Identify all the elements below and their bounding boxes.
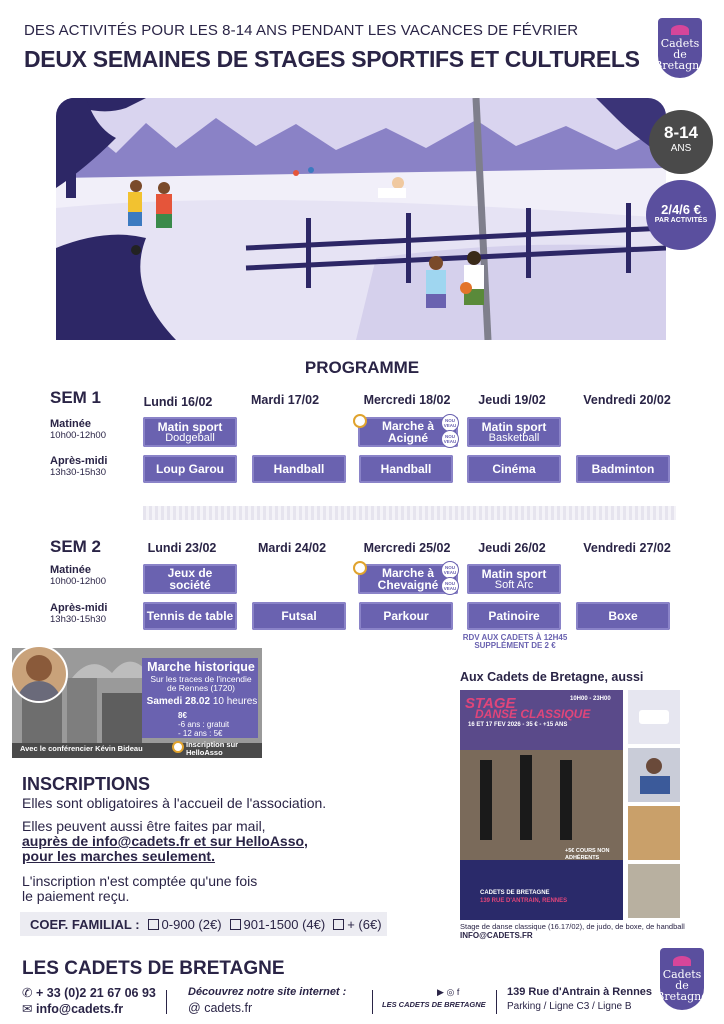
poster-time: 10H00 - 23H00 bbox=[570, 696, 611, 702]
week1-fri-afternoon bbox=[576, 455, 670, 483]
handball-photo-2 bbox=[628, 864, 680, 918]
poster-addr2: 139 RUE D'ANTRAIN, RENNES bbox=[480, 898, 568, 904]
social-label: LES CADETS DE BRETAGNE bbox=[382, 1000, 486, 1009]
coef3-label: + (6€) bbox=[347, 916, 382, 932]
logo-line3: Bretagne bbox=[656, 990, 708, 1003]
week2-thu-afternoon bbox=[467, 602, 561, 630]
age-value: 8-14 bbox=[663, 123, 699, 142]
week2-afternoon-label bbox=[50, 602, 107, 626]
morning-hours: 10h00-12h00 bbox=[50, 430, 106, 441]
logo-line1: Cadets bbox=[662, 968, 702, 981]
inscriptions-p2b[interactable]: auprès de info@cadets.fr et sur HelloAsso, bbox=[22, 833, 308, 849]
activity-title: Boxe bbox=[608, 609, 638, 623]
new-badge: NOU VEAU bbox=[441, 561, 459, 579]
price-value: 2/4/6 € bbox=[661, 202, 701, 217]
new-badge-2: NOU VEAU bbox=[441, 577, 459, 595]
cadets-logo-footer bbox=[656, 948, 708, 1010]
at-icon: @ bbox=[188, 1001, 201, 1015]
coef1-label: 0-900 (2€) bbox=[161, 916, 222, 932]
note-line2: SUPPLÉMENT DE 2 € bbox=[474, 641, 556, 650]
fleur-icon bbox=[673, 956, 691, 966]
footer-address: 139 Rue d'Antrain à Rennes bbox=[507, 986, 653, 998]
week2-fri-afternoon bbox=[576, 602, 670, 630]
activity-title: Futsal bbox=[281, 609, 317, 623]
week1-day-4: Jeudi 19/02 bbox=[478, 393, 546, 407]
activity-title: Badminton bbox=[591, 462, 655, 476]
week1-mon-morning bbox=[143, 417, 237, 447]
winter-sports-scene bbox=[56, 98, 666, 340]
coef-familial bbox=[20, 912, 387, 936]
week2-wed-afternoon bbox=[359, 602, 453, 630]
social-icons[interactable] bbox=[437, 987, 459, 998]
week2-day-5: Vendredi 27/02 bbox=[583, 541, 671, 555]
activity-title: Marche à Chevaigné bbox=[377, 566, 439, 592]
poster-places: +5€ COURS NON ADHÉRENTS bbox=[565, 848, 610, 861]
poster-title-2: DANSE CLASSIQUE bbox=[475, 707, 591, 721]
week-separator bbox=[143, 506, 676, 520]
coef1-checkbox[interactable] bbox=[148, 919, 159, 930]
coef2-checkbox[interactable] bbox=[230, 919, 241, 930]
logo-line1: Cadets bbox=[660, 37, 700, 50]
boxe-photo bbox=[628, 748, 680, 802]
marche-price: 8€ bbox=[178, 711, 187, 720]
activity-title: Tennis de table bbox=[146, 609, 234, 623]
site-url: cadets.fr bbox=[204, 1001, 253, 1015]
activity-title: Matin sport bbox=[481, 566, 547, 581]
week1-day-3: Mercredi 18/02 bbox=[363, 393, 451, 407]
facebook-icon[interactable]: f bbox=[456, 987, 460, 997]
coef2-label: 901-1500 (4€) bbox=[243, 916, 326, 932]
marche-price-line1: -6 ans : gratuit bbox=[178, 720, 230, 729]
inscriptions-p1: Elles sont obligatoires à l'accueil de l'association. bbox=[22, 795, 327, 811]
price-badge bbox=[646, 180, 716, 250]
youtube-icon[interactable]: ▶ bbox=[437, 987, 444, 997]
footer-site-label: Découvrez notre site internet : bbox=[188, 986, 347, 998]
week2-day-4: Jeudi 26/02 bbox=[478, 541, 546, 555]
new-badge-2: NOU VEAU bbox=[441, 430, 459, 448]
helloasso-icon bbox=[172, 741, 184, 753]
phone-icon: ✆ bbox=[22, 986, 33, 1000]
coef3-checkbox[interactable] bbox=[333, 919, 344, 930]
activity-title: Cinéma bbox=[492, 462, 536, 476]
logo-line3: Bretagne bbox=[654, 59, 706, 72]
week1-day-5: Vendredi 20/02 bbox=[583, 393, 671, 407]
price-unit: PAR ACTIVITÉS bbox=[654, 217, 708, 224]
email-address: info@cadets.fr bbox=[35, 1002, 124, 1016]
afternoon-hours: 13h30-15h30 bbox=[50, 614, 106, 625]
week1-afternoon-label bbox=[50, 455, 107, 479]
morning-hours: 10h00-12h00 bbox=[50, 576, 106, 587]
afternoon-hours: 13h30-15h30 bbox=[50, 467, 106, 478]
activity-title: Matin sport bbox=[481, 419, 547, 434]
week2-morning-label bbox=[50, 564, 106, 588]
handball-photo-1 bbox=[628, 806, 680, 860]
aussi-caption bbox=[460, 922, 685, 940]
week2-tue-afternoon bbox=[252, 602, 346, 630]
new-badge: NOU VEAU bbox=[441, 414, 459, 432]
week1-day-1: Lundi 16/02 bbox=[143, 395, 213, 409]
footer-title: LES CADETS DE BRETAGNE bbox=[22, 958, 285, 979]
age-badge bbox=[649, 110, 713, 174]
activity-title: Patinoire bbox=[488, 609, 540, 623]
footer-site[interactable] bbox=[188, 1001, 252, 1015]
week2-day-3: Mercredi 25/02 bbox=[363, 541, 451, 555]
age-unit: ANS bbox=[670, 143, 692, 154]
inscriptions-p2a: Elles peuvent aussi être faites par mail, bbox=[22, 818, 266, 834]
fleur-icon bbox=[671, 25, 689, 35]
helloasso-icon bbox=[353, 561, 367, 575]
inscriptions-p2c: pour les marches seulement. bbox=[22, 848, 215, 864]
footer-phone[interactable] bbox=[22, 985, 156, 1000]
coef-label: COEF. FAMILIAL : bbox=[30, 916, 140, 932]
activity-title: Jeux de société bbox=[167, 566, 213, 592]
activity-title: Marche à Acigné bbox=[381, 419, 435, 445]
morning-label: Matinée bbox=[50, 564, 91, 576]
week1-mon-afternoon bbox=[143, 455, 237, 483]
caption-text: Stage de danse classique (16.17/02), de judo, de boxe, de handball bbox=[460, 922, 685, 931]
footer-transport: Parking / Ligne C3 / Ligne B bbox=[507, 1001, 632, 1012]
inscriptions-title: INSCRIPTIONS bbox=[22, 774, 151, 794]
phone-number: + 33 (0)2 21 67 06 93 bbox=[35, 986, 156, 1000]
header-subtitle: DES ACTIVITÉS POUR LES 8-14 ANS PENDANT LES VACANCES DE FÉVRIER bbox=[24, 22, 579, 39]
activity-title: Handball bbox=[273, 462, 325, 476]
afternoon-label: Après-midi bbox=[50, 455, 108, 467]
week1-wed-afternoon bbox=[359, 455, 453, 483]
activity-sub: Dodgeball bbox=[165, 431, 215, 444]
footer-divider-2 bbox=[372, 990, 373, 1014]
footer-divider-1 bbox=[166, 990, 167, 1014]
marche-speaker: Avec le conférencier Kévin Bideau bbox=[20, 744, 143, 753]
activity-title: Parkour bbox=[383, 609, 429, 623]
week2-label: SEM 2 bbox=[50, 537, 102, 556]
footer-email[interactable] bbox=[22, 1001, 123, 1016]
helloasso-icon bbox=[353, 414, 367, 428]
week1-thu-morning bbox=[467, 417, 561, 447]
programme-title: PROGRAMME bbox=[304, 358, 420, 377]
marche-date-day: Samedi 28.02 bbox=[146, 696, 211, 707]
activity-title: Matin sport bbox=[157, 419, 223, 434]
afternoon-label: Après-midi bbox=[50, 602, 108, 614]
marche-title: Marche historique bbox=[147, 660, 255, 674]
marche-price-line2: - 12 ans : 5€ bbox=[178, 729, 223, 738]
week2-mon-morning bbox=[143, 564, 237, 594]
week1-morning-label bbox=[50, 418, 106, 442]
week2-day-1: Lundi 23/02 bbox=[147, 541, 217, 555]
instagram-icon[interactable]: ◎ bbox=[446, 987, 455, 997]
activity-title: Loup Garou bbox=[156, 462, 224, 476]
logo-line2: de bbox=[673, 48, 687, 61]
poster-addr1: CADETS DE BRETAGNE bbox=[480, 890, 550, 896]
morning-label: Matinée bbox=[50, 418, 91, 430]
marche-date bbox=[146, 696, 258, 707]
week1-label: SEM 1 bbox=[50, 388, 102, 407]
header-title: DEUX SEMAINES DE STAGES SPORTIFS ET CULTURELS bbox=[24, 46, 640, 72]
footer-divider-3 bbox=[496, 990, 497, 1014]
note-line1: RDV AUX CADETS À 12H45 bbox=[462, 633, 568, 642]
poster-info: 16 ET 17 FEV 2026 - 35 € - +15 ANS bbox=[468, 722, 568, 728]
inscriptions-p3a: L'inscription n'est comptée qu'une fois bbox=[22, 873, 258, 889]
week1-thu-afternoon bbox=[467, 455, 561, 483]
aussi-title: Aux Cadets de Bretagne, aussi bbox=[460, 670, 644, 684]
marche-inscription[interactable]: Inscription sur HelloAsso bbox=[186, 740, 239, 757]
cadets-logo bbox=[654, 18, 706, 78]
week2-day-2: Mardi 24/02 bbox=[257, 541, 327, 555]
marche-prices bbox=[178, 711, 229, 738]
marche-sub: Sur les traces de l'incendie de Rennes (1720) bbox=[150, 674, 252, 693]
judo-photo bbox=[628, 690, 680, 744]
hero-illustration bbox=[56, 98, 666, 340]
week2-thu-morning bbox=[467, 564, 561, 594]
patinoire-note bbox=[455, 634, 575, 650]
marche-date-time: 10 heures bbox=[212, 696, 258, 707]
activity-title: Handball bbox=[380, 462, 432, 476]
poster-title-1: STAGE bbox=[465, 695, 516, 712]
week2-mon-afternoon bbox=[143, 602, 237, 630]
mail-icon: ✉ bbox=[22, 1002, 33, 1016]
activity-sub: Soft Arc bbox=[494, 578, 534, 591]
speaker-avatar bbox=[10, 645, 68, 703]
logo-line2: de bbox=[675, 979, 689, 992]
caption-email[interactable]: INFO@CADETS.FR bbox=[460, 931, 533, 940]
week1-day-2: Mardi 17/02 bbox=[250, 393, 320, 407]
week1-tue-afternoon bbox=[252, 455, 346, 483]
inscriptions-p3b: le paiement reçu. bbox=[22, 888, 130, 904]
activity-sub: Basketball bbox=[488, 431, 540, 444]
